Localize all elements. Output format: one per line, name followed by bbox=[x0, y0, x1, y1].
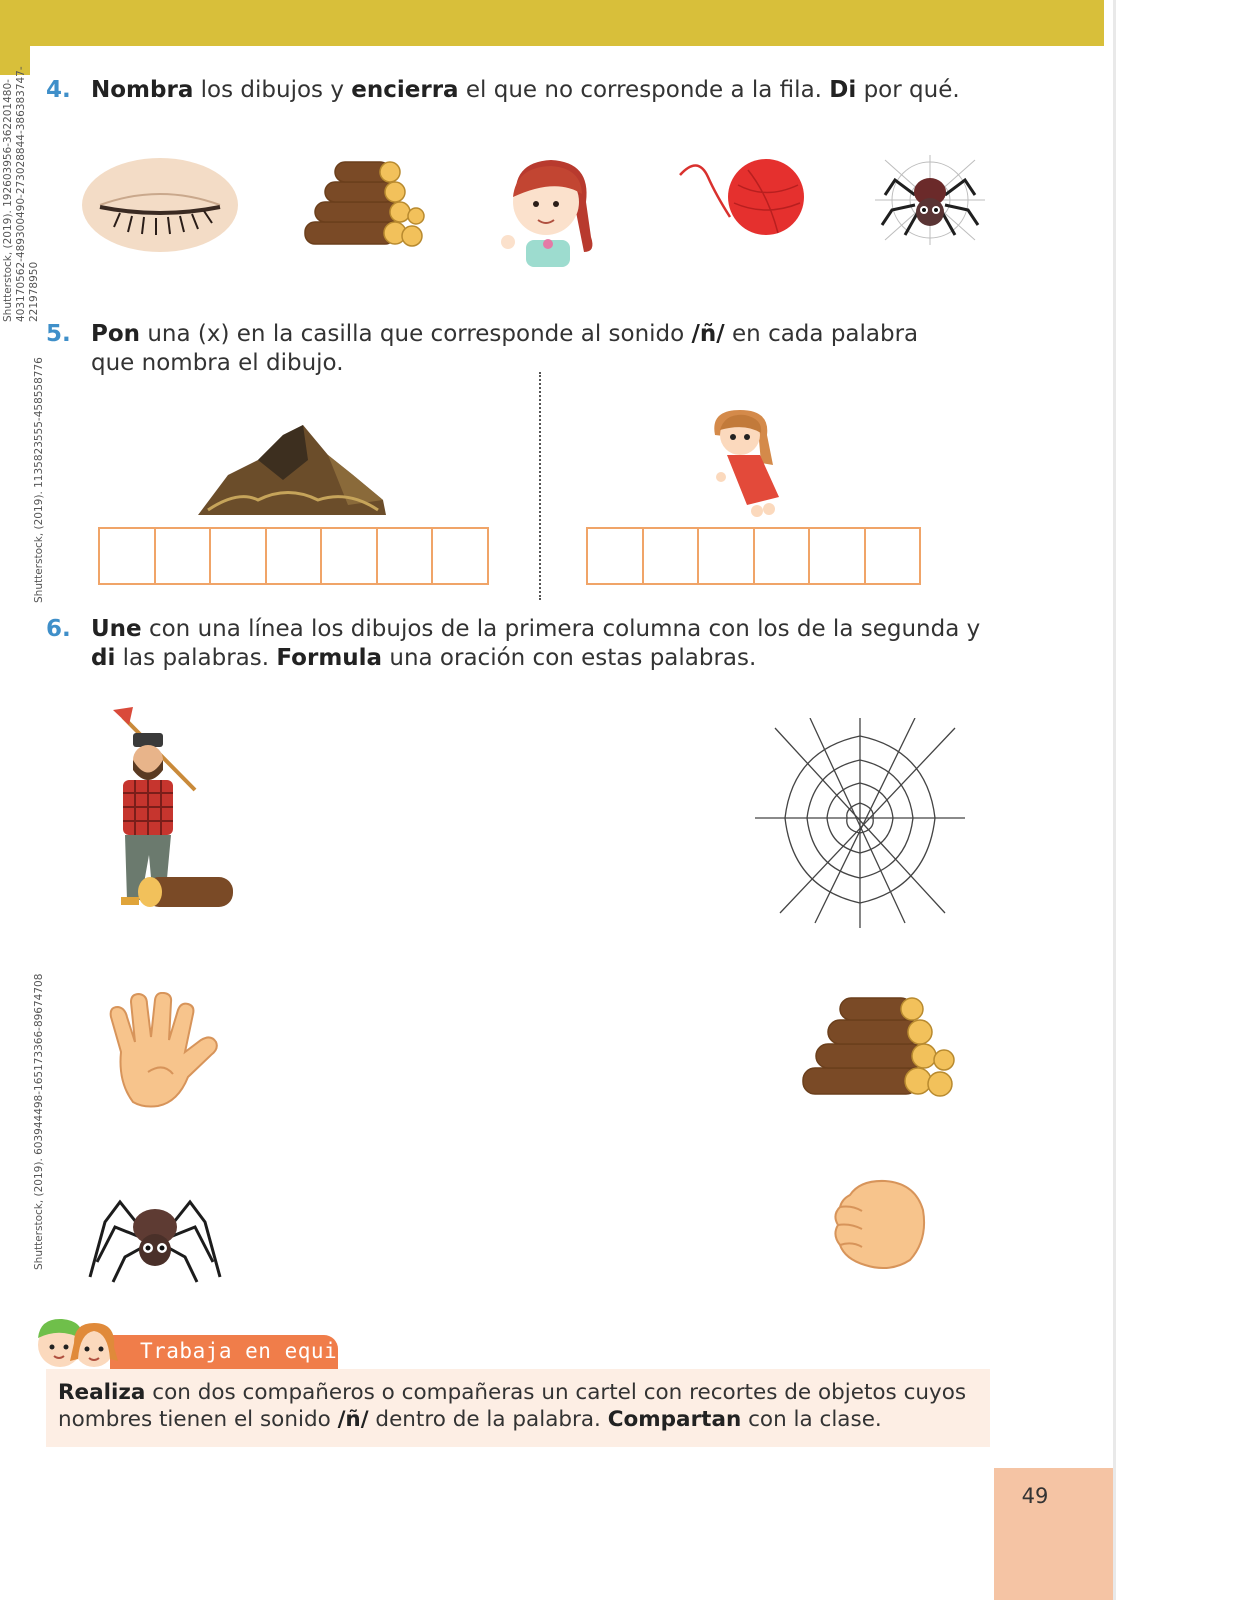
letter-boxes-left bbox=[98, 527, 489, 585]
text: dentro de la palabra. bbox=[368, 1407, 608, 1432]
text: con una línea los dibujos de la primera columna con los de la segunda y bbox=[141, 616, 981, 642]
firewood-pile-illustration bbox=[300, 152, 425, 262]
verb-nombra: Nombra bbox=[91, 77, 194, 103]
text: una (x) en la casilla que corresponde al sonido bbox=[140, 321, 692, 347]
text: con la clase. bbox=[741, 1407, 882, 1432]
firewood-pile-illustration bbox=[798, 990, 958, 1115]
exercise-4-number: 4. bbox=[46, 77, 71, 103]
letter-box[interactable] bbox=[699, 529, 755, 583]
spider-on-web-illustration bbox=[870, 150, 990, 250]
verb-di: Di bbox=[829, 77, 857, 103]
image-credit-3: Shutterstock, (2019). 603944498-165173366-89674708 bbox=[33, 973, 45, 1270]
text: una oración con estas palabras. bbox=[382, 645, 757, 671]
verb-realiza: Realiza bbox=[58, 1380, 146, 1405]
letter-box[interactable] bbox=[267, 529, 323, 583]
team-work-label: Trabaja en equipo bbox=[140, 1339, 364, 1363]
kids-icon bbox=[30, 1313, 122, 1371]
verb-encierra: encierra bbox=[351, 77, 459, 103]
verb-formula: Formula bbox=[276, 645, 383, 671]
sound-n: /ñ/ bbox=[337, 1407, 369, 1432]
letter-box[interactable] bbox=[866, 529, 920, 583]
exercise-5-number: 5. bbox=[46, 321, 71, 347]
letter-box[interactable] bbox=[322, 529, 378, 583]
sound-n: /ñ/ bbox=[691, 321, 725, 347]
letter-box[interactable] bbox=[378, 529, 434, 583]
image-credit-2: Shutterstock, (2019). 1135823555-458558776 bbox=[33, 357, 45, 603]
left-color-band bbox=[0, 0, 30, 75]
image-credit-1: Shutterstock, (2019). 192603956-362201480- 403170562-489300490-273028844-386383747- 221978950 bbox=[2, 66, 40, 322]
closed-eye-illustration bbox=[80, 155, 240, 255]
letter-box[interactable] bbox=[100, 529, 156, 583]
exercise-4-instruction bbox=[91, 76, 991, 105]
letter-box[interactable] bbox=[211, 529, 267, 583]
text: los dibujos y bbox=[193, 77, 352, 103]
team-work-text bbox=[58, 1379, 978, 1433]
dotted-divider bbox=[539, 372, 541, 600]
top-color-band bbox=[0, 0, 1104, 46]
text: el que no corresponde a la fila. bbox=[458, 77, 830, 103]
letter-box[interactable] bbox=[588, 529, 644, 583]
letter-boxes-right bbox=[586, 527, 921, 585]
text: con dos compañeros o compañeras un cartel con recortes de objetos cuyos nombres tienen el sonido bbox=[58, 1380, 967, 1432]
verb-compartan: Compartan bbox=[607, 1407, 742, 1432]
verb-di: di bbox=[91, 645, 116, 671]
letter-box[interactable] bbox=[644, 529, 700, 583]
verb-pon: Pon bbox=[91, 321, 141, 347]
text: por qué. bbox=[856, 77, 960, 103]
page-edge bbox=[1113, 0, 1116, 1600]
exercise-6-instruction bbox=[91, 615, 1001, 673]
fist-illustration bbox=[830, 1175, 930, 1273]
text: las palabras. bbox=[115, 645, 277, 671]
exercise-5-instruction bbox=[91, 320, 961, 378]
spider-web-illustration bbox=[755, 718, 965, 928]
verb-une: Une bbox=[91, 616, 142, 642]
text: en cada palabra que nombra el dibujo. bbox=[91, 321, 919, 376]
yarn-ball-illustration bbox=[678, 155, 808, 240]
spider-illustration bbox=[85, 1192, 225, 1287]
letter-box[interactable] bbox=[810, 529, 866, 583]
mountain-illustration bbox=[198, 420, 388, 516]
open-hand-illustration bbox=[103, 992, 221, 1110]
lumberjack-illustration bbox=[95, 705, 240, 915]
page-number: 49 bbox=[1021, 1484, 1049, 1508]
girl-illustration bbox=[496, 152, 611, 267]
letter-box[interactable] bbox=[433, 529, 487, 583]
exercise-6-number: 6. bbox=[46, 616, 71, 642]
letter-box[interactable] bbox=[156, 529, 212, 583]
doll-illustration bbox=[705, 405, 787, 520]
letter-box[interactable] bbox=[755, 529, 811, 583]
